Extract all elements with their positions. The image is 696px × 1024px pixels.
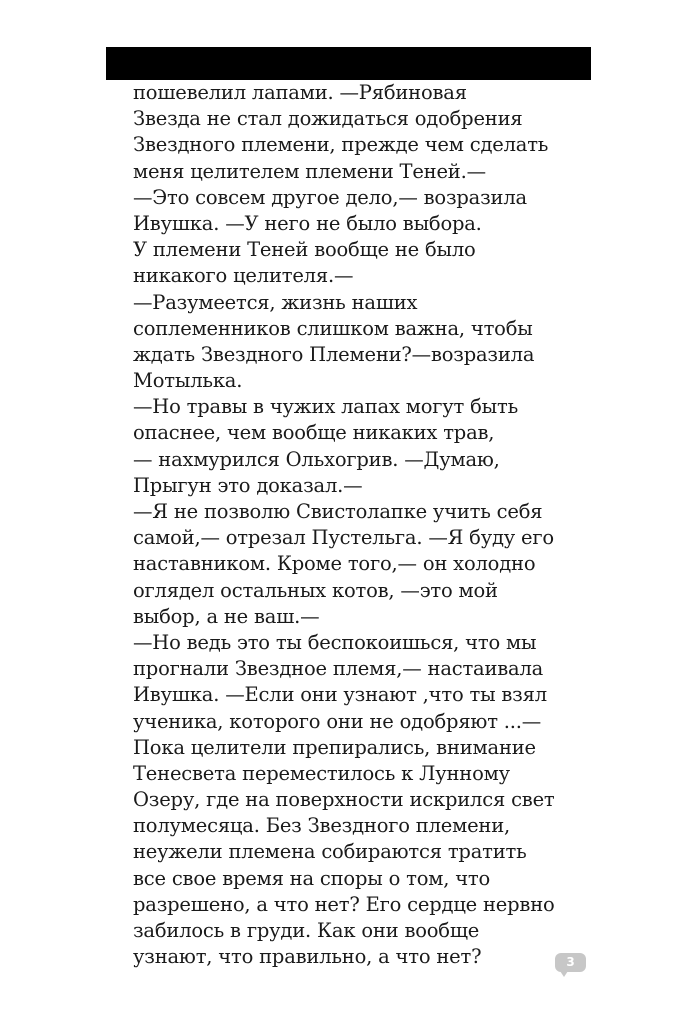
text-line: пошевелил лапами. —Рябиновая — [133, 81, 467, 104]
text-line: Прыгун это доказал.— — [133, 473, 363, 497]
text-line: неужели племена собираются тратить — [133, 840, 527, 864]
text-line: меня целителем племени Теней.— — [133, 159, 486, 183]
text-line: Тенесвета переместилось к Лунному — [133, 761, 510, 785]
text-line: соплеменников слишком важна, чтобы — [133, 316, 533, 340]
text-line: Ивушка. —У него не было выбора. — [133, 211, 482, 235]
text-line: разрешено, а что нет? Его сердце нервно — [133, 892, 555, 916]
text-line: —Разумеется, жизнь наших — [133, 290, 418, 314]
text-line: прогнали Звездное племя,— настаивала — [133, 657, 544, 681]
text-line: выбор, а не ваш.— — [133, 604, 320, 628]
text-line: Озеру, где на поверхности искрился свет — [133, 788, 555, 812]
text-line: опаснее, чем вообще никаких трав, — [133, 421, 495, 445]
text-line: наставником. Кроме того,— он холодно — [133, 552, 536, 576]
text-line: Звездного племени, прежде чем сделать — [133, 133, 549, 157]
page-number-badge[interactable]: 3 — [555, 953, 586, 972]
text-line: оглядел остальных котов, —это мой — [133, 578, 498, 602]
text-line: — нахмурился Ольхогрив. —Думаю, — [133, 447, 500, 471]
text-line: ждать Звездного Племени?—возразила — [133, 342, 535, 366]
text-line: Пока целители препирались, внимание — [133, 735, 536, 759]
text-line: Звезда не стал дожидаться одобрения — [133, 107, 523, 131]
text-line: Ивушка. —Если они узнают ,что ты взял — [133, 683, 547, 707]
text-line: никакого целителя.— — [133, 264, 354, 288]
text-line: забилось в груди. Как они вообще — [133, 919, 480, 942]
text-line: все свое время на споры о том, что — [133, 866, 491, 890]
text-line: —Я не позволю Свистолапке учить себя — [133, 500, 543, 523]
text-line: —Это совсем другое дело,— возразила — [133, 185, 527, 209]
text-line: У племени Теней вообще не было — [133, 238, 476, 262]
top-black-bar — [106, 47, 591, 80]
text-line: —Но ведь это ты беспокоишься, что мы — [133, 630, 537, 654]
text-line: ученика, которого они не одобряют ...— — [133, 709, 542, 733]
text-line: самой,— отрезал Пустельга. —Я буду его — [133, 526, 554, 550]
text-line: узнают, что правильно, а что нет? — [133, 945, 482, 969]
text-line: Мотылька. — [133, 369, 243, 393]
page-text — [133, 80, 573, 970]
text-line: полумесяца. Без Звездного племени, — [133, 814, 511, 838]
text-line: —Но травы в чужих лапах могут быть — [133, 395, 518, 419]
